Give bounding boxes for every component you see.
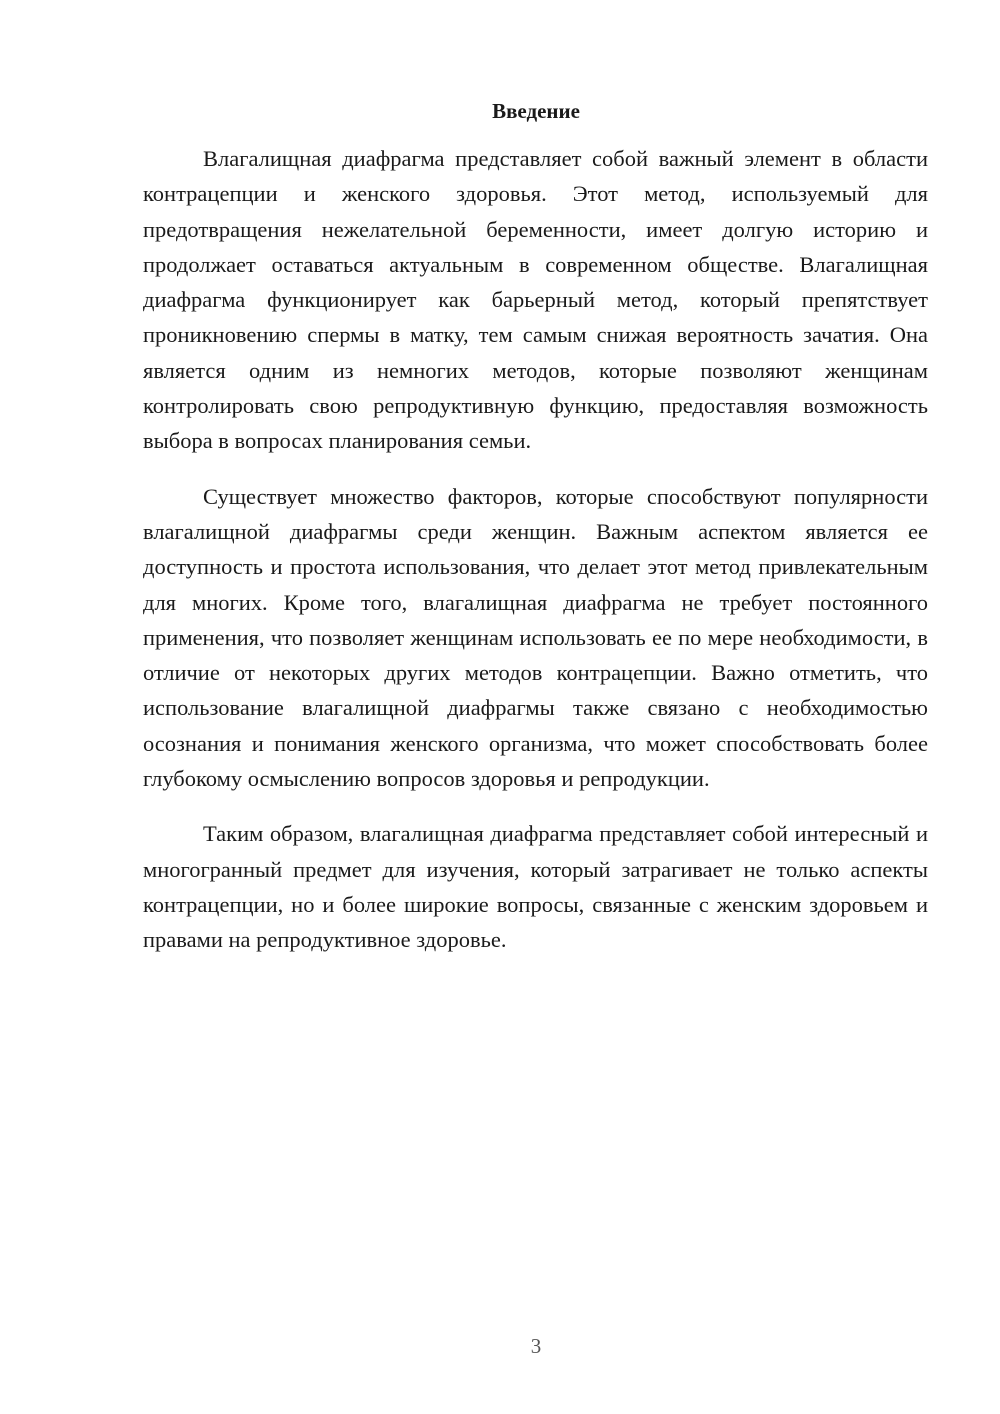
paragraph-3: Таким образом, влагалищная диафрагма представляет собой интересный и многогранный предмет для изучения, который затрагивает не только аспекты контрацепции, но и более широкие вопросы, связанные с женским здоровьем и правами на репродуктивное здоровье.	[143, 821, 928, 953]
paragraph-2: Существует множество факторов, которые способствуют популярности влагалищной диафрагмы среди женщин. Важным аспектом является ее доступность и простота использования, что делает этот метод привлекательным для многих. Кроме того, влагалищная диафрагма не требует постоянного применения, что позволяет женщинам использовать ее по мере необходимости, в отличие от некоторых других методов контрацепции. Важно отметить, что использование влагалищной диафрагмы также связано с необходимостью осознания и понимания женского организма, что может способствовать более глубокому осмыслению вопросов здоровья и репродукции.	[143, 483, 928, 792]
page-number: 3	[530, 1334, 542, 1358]
document-body	[143, 141, 928, 978]
section-title: Введение	[492, 99, 580, 123]
paragraph-1: Влагалищная диафрагма представляет собой важный элемент в области контрацепции и женского здоровья. Этот метод, используемый для предотвращения нежелательной беременности, имеет долгую историю и продолжает оставаться актуальным в современном обществе. Влагалищная диафрагма функционирует как барьерный метод, который препятствует проникновению спермы в матку, тем самым снижая вероятность зачатия. Она является одним из немногих методов, которые позволяют женщинам контролировать свою репродуктивную функцию, предоставляя возможность выбора в вопросах планирования семьи.	[143, 146, 928, 454]
